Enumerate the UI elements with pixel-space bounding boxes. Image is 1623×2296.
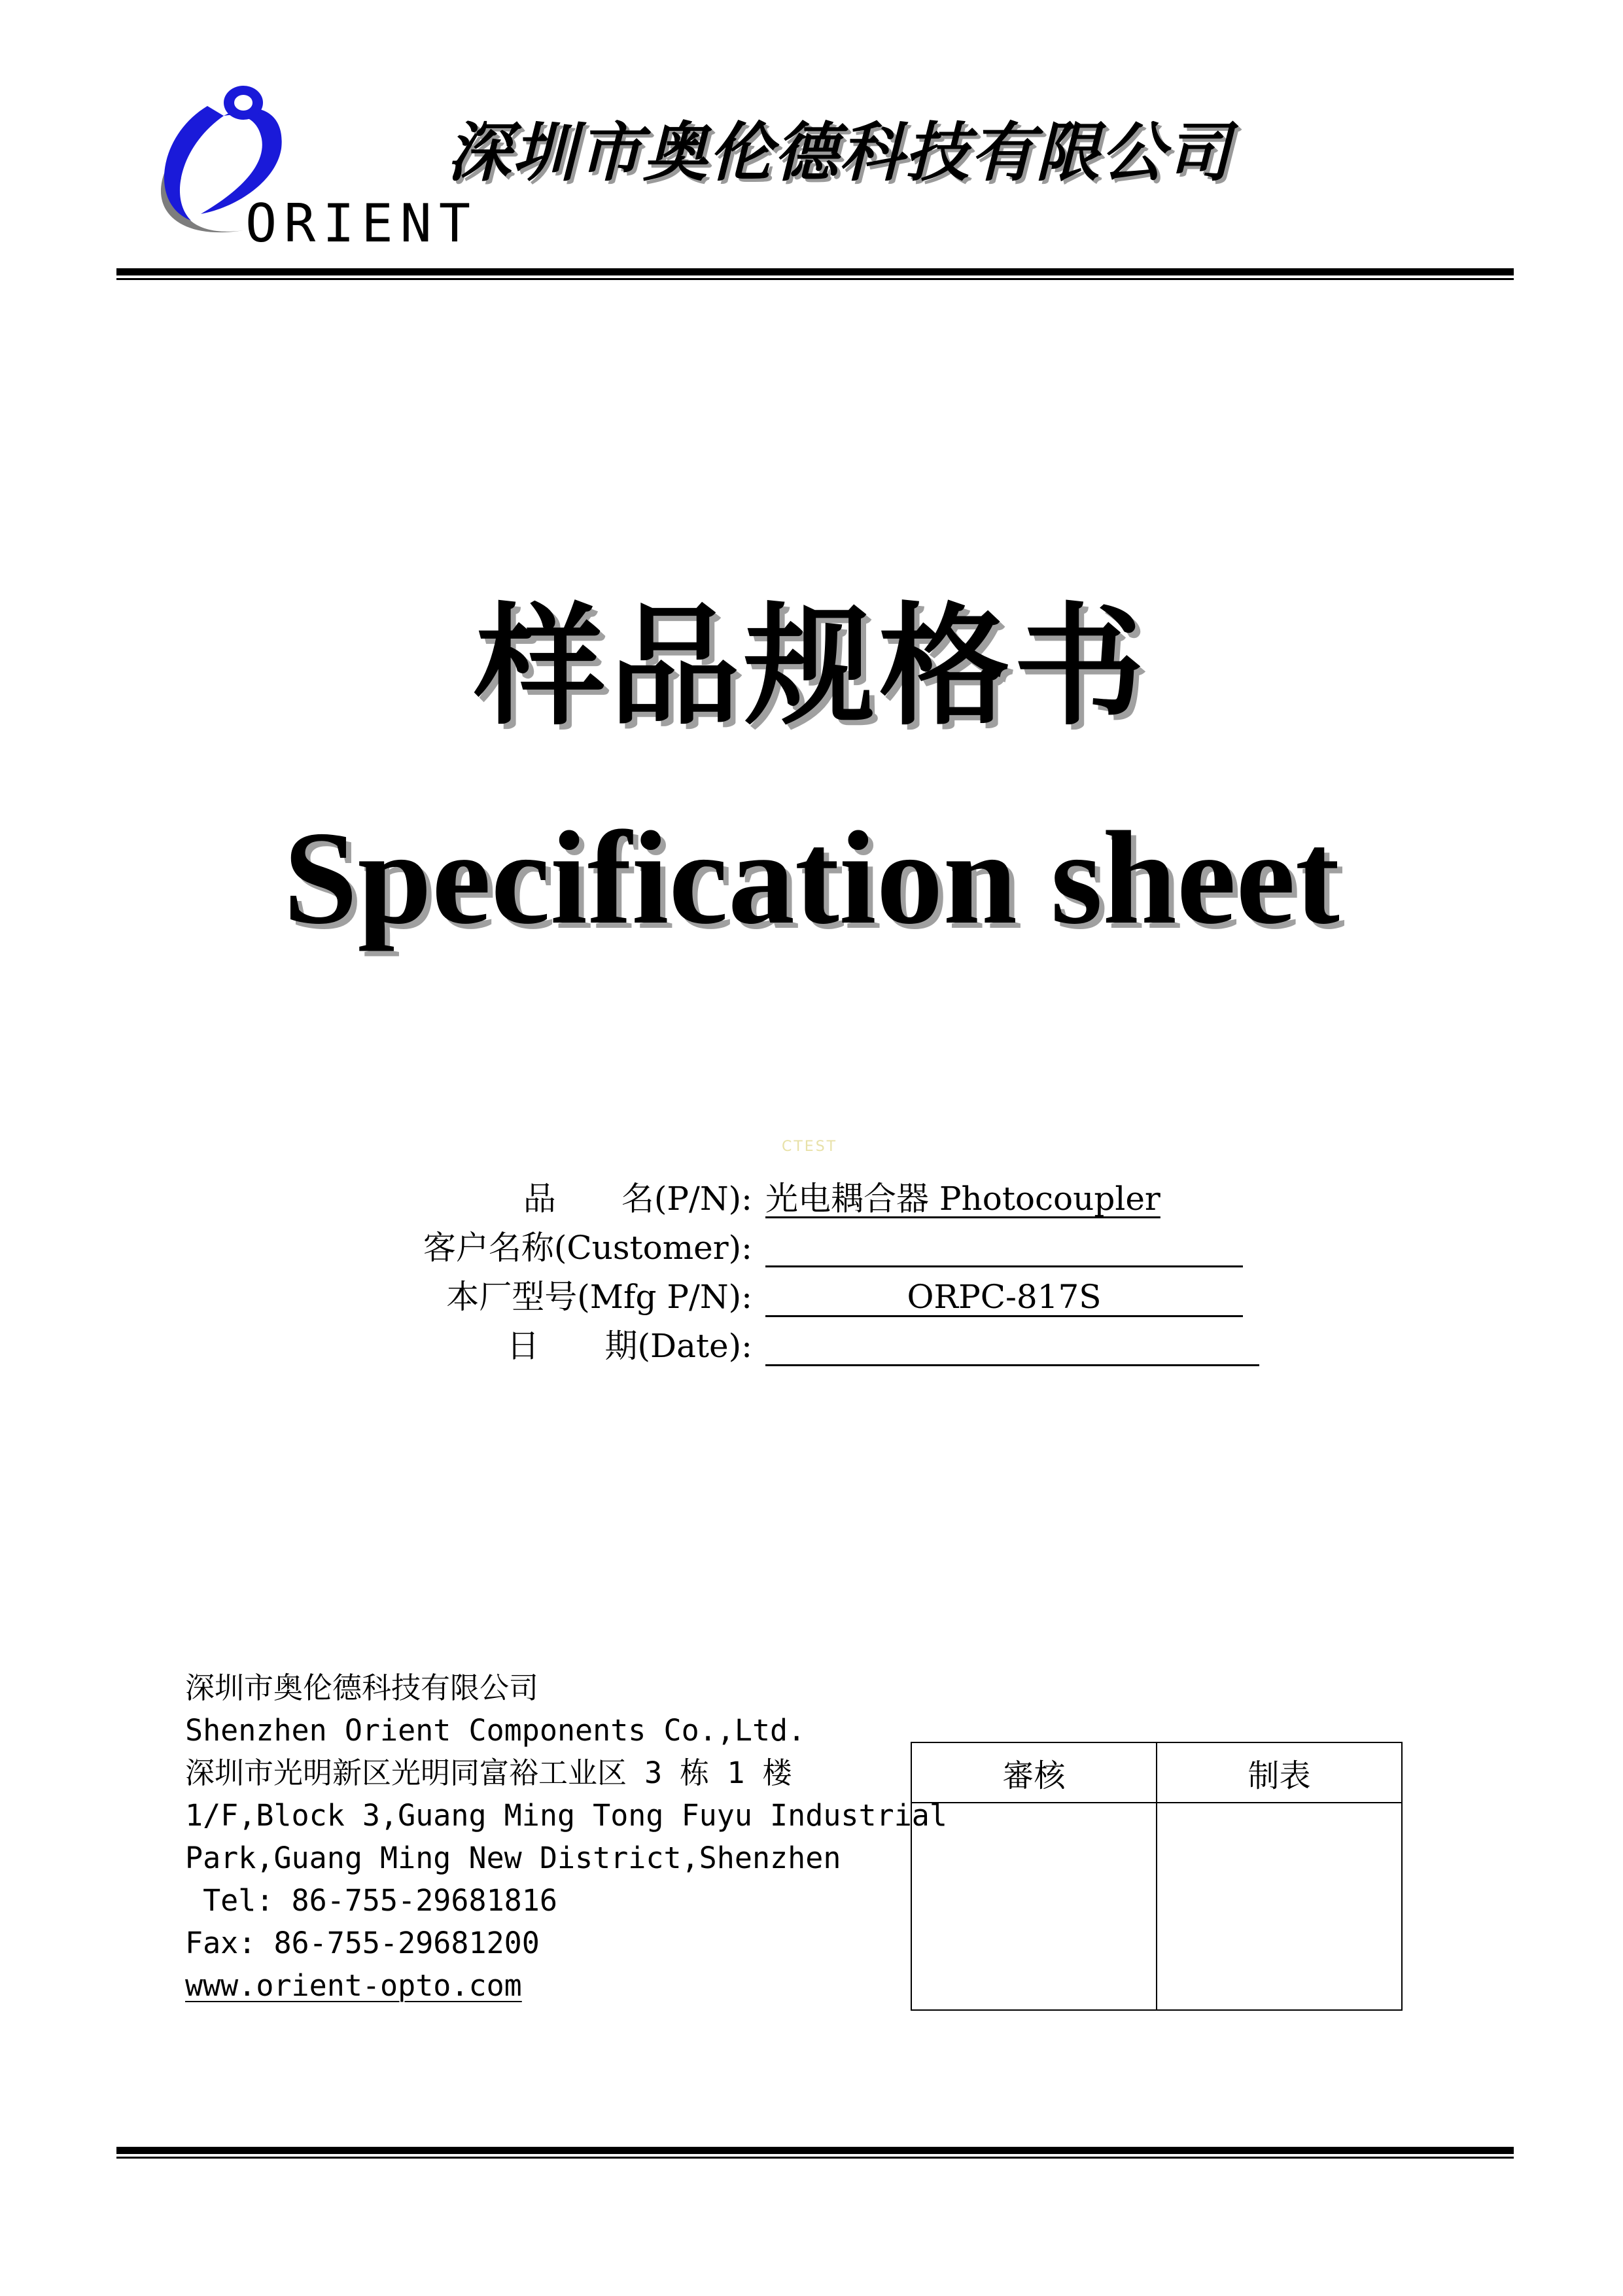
footer-address-en-1: 1/F,Block 3,Guang Ming Tong Fuyu Industrial <box>185 1798 947 1833</box>
field-label-date: 日 期(Date): <box>506 1327 752 1365</box>
approval-header-review: 審核 <box>911 1742 1157 1803</box>
footer-website-link[interactable]: www.orient-opto.com <box>185 1968 522 2003</box>
footer-tel: Tel: 86-755-29681816 <box>185 1883 557 1918</box>
header-rule-thin <box>116 278 1514 280</box>
title-chinese: 样品规格书 <box>474 591 1149 743</box>
footer-fax: Fax: 86-755-29681200 <box>185 1926 540 1960</box>
faint-watermark: CTEST <box>782 1139 838 1155</box>
footer-address-cn: 深圳市光明新区光明同富裕工业区 3 栋 1 楼 <box>185 1756 792 1790</box>
approval-cell-review[interactable] <box>911 1803 1157 2010</box>
footer-rule-thin <box>116 2157 1514 2159</box>
footer-address-en-2: Park,Guang Ming New District,Shenzhen <box>185 1841 841 1875</box>
field-underline-mfg-pn <box>765 1315 1243 1317</box>
footer-company-en: Shenzhen Orient Components Co.,Ltd. <box>185 1713 806 1748</box>
title-english: Specification sheet <box>283 804 1340 952</box>
field-label-customer: 客户名称(Customer): <box>423 1229 752 1267</box>
company-name-header: 深圳市奥伦德科技有限公司 <box>447 116 1232 190</box>
field-value-pn: 光电耦合器 Photocoupler <box>765 1180 1161 1218</box>
field-blank-date[interactable] <box>765 1364 1259 1366</box>
footer-company-cn: 深圳市奥伦德科技有限公司 <box>185 1670 539 1705</box>
footer-rule-thick <box>116 2147 1514 2154</box>
header-rule-thick <box>116 268 1514 275</box>
approval-table <box>911 1742 1403 2011</box>
field-label-mfg-pn: 本厂型号(Mfg P/N): <box>446 1278 752 1316</box>
approval-header-prepared: 制表 <box>1157 1742 1402 1803</box>
field-blank-customer[interactable] <box>765 1265 1243 1267</box>
field-value-mfg-pn: ORPC-817S <box>907 1278 1102 1316</box>
field-label-pn: 品 名(P/N): <box>523 1180 752 1218</box>
logo-text: ORIENT <box>245 193 478 254</box>
approval-cell-prepared[interactable] <box>1157 1803 1402 2010</box>
